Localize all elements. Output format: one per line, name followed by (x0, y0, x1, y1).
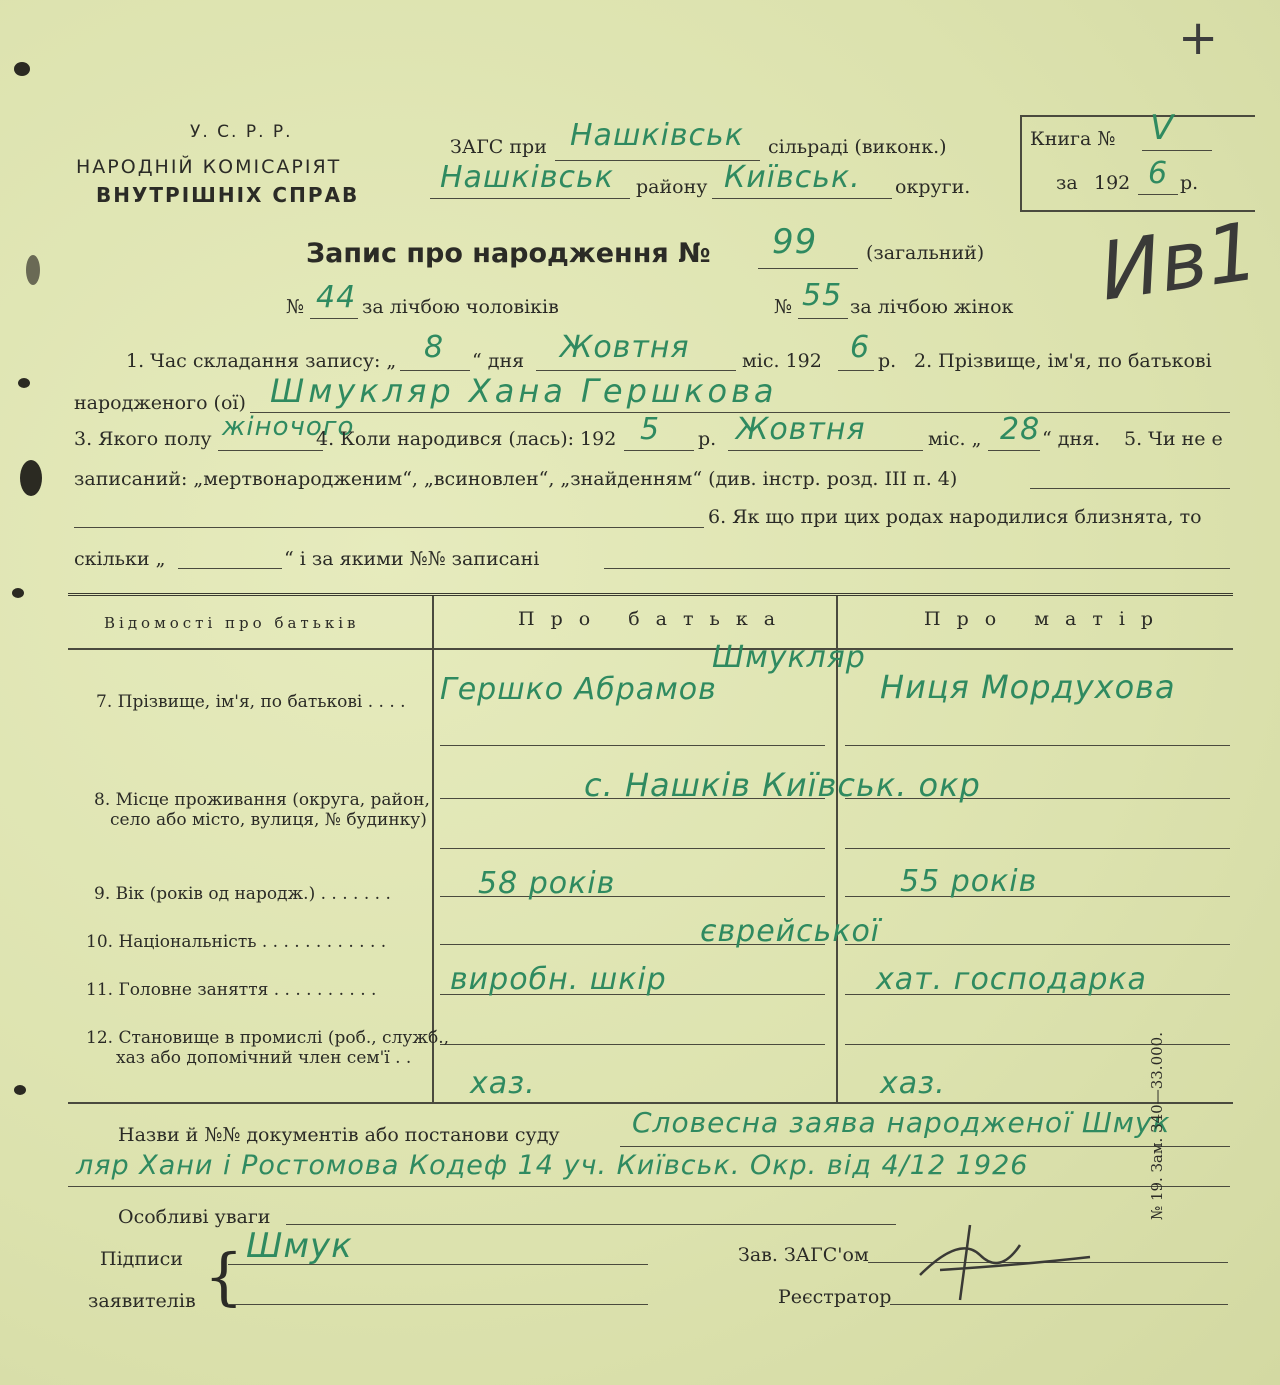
applicant-signature-hand: Шмук (246, 1226, 353, 1266)
row10-shared-hand: єврейської (700, 914, 881, 949)
women-no-sign: № (774, 296, 792, 318)
applicant-line1 (228, 1264, 648, 1265)
row-guide-line (440, 1044, 825, 1045)
book-year-printed: 192 (1094, 172, 1131, 194)
row8-label: 8. Місце проживання (округа, район, (94, 790, 430, 810)
row11-mother-hand: хат. господарка (876, 962, 1147, 997)
docs-line1 (620, 1146, 1230, 1147)
docs-hand-line1: Словесна заява народженої Шмук (632, 1106, 1171, 1139)
f4-year-hand: 5 (640, 412, 661, 447)
row-guide-line (845, 1044, 1230, 1045)
f2-name-hand: Шмукляр Хана Гершкова (270, 372, 778, 410)
side-print: № 19. Зам. 340—33.000. (1148, 1032, 1166, 1220)
f4-month-line (728, 450, 923, 451)
f6-line2a: скільки „ (74, 548, 166, 570)
row11-label: 11. Головне заняття . . . . . . . . . . (86, 980, 377, 1000)
table-col2-header: Про батька (518, 608, 792, 630)
registrar-label: Реєстратор (778, 1286, 892, 1308)
book-number-line (1142, 150, 1212, 151)
book-year-suffix: р. (1180, 172, 1199, 194)
f5-line2: записаний: „мертвонародженим“, „всиновлен“, „знайденням“ (див. інстр. розд. III п. 4) (74, 468, 958, 490)
binder-hole (14, 62, 30, 76)
f3-hand: жіночого (222, 412, 355, 442)
row12-father-hand: хаз. (470, 1066, 536, 1101)
zags-district-hand: Нашківськ (440, 160, 614, 195)
record-number-hand: 99 (772, 222, 818, 262)
book-year-line (1138, 194, 1178, 195)
zags-raion: району (636, 176, 708, 198)
docs-line2 (68, 1186, 1230, 1187)
ussr-label: У. С. Р. Р. (190, 122, 293, 142)
f6-count-line (178, 568, 282, 569)
binder-hole (14, 1085, 26, 1095)
corner-mark-top: + (1178, 10, 1219, 66)
row8-shared-hand: с. Нашків Київськ. окр (584, 766, 981, 804)
f1-day-line (400, 370, 470, 371)
f1-year-line (838, 370, 874, 371)
zags-okruha-hand: Київськ. (724, 160, 861, 195)
men-count-line (310, 318, 358, 319)
f4-month-hand: Жовтня (736, 412, 866, 447)
f6-label: 6. Як що при цих родах народилися близнята, то (708, 506, 1202, 528)
f1-month-label: міс. 192 (742, 350, 822, 372)
notes-label: Особливі уваги (118, 1206, 271, 1228)
f4-r: р. (698, 428, 717, 450)
zags-okruhy: округи. (895, 176, 971, 198)
notes-line (286, 1224, 896, 1225)
signatures-brace: { (204, 1240, 244, 1313)
row8-label2: село або місто, вулиця, № будинку) (110, 810, 427, 830)
record-title-suffix: (загальний) (866, 242, 985, 264)
women-count-label: за лічбою жінок (850, 296, 1014, 318)
zags-selrada: сільраді (виконк.) (768, 136, 947, 158)
docs-hand-line2: ляр Хани і Ростомова Кодеф 14 уч. Київськ. Окр. від 4/12 1926 (76, 1150, 1029, 1181)
table-header-border (68, 648, 1233, 650)
f4-day-hand: 28 (1000, 412, 1041, 447)
corner-mark-big: Ив1 (1094, 204, 1264, 319)
f1-label: 1. Час складання запису: „ (126, 350, 397, 372)
binder-hole (26, 255, 40, 285)
row-guide-line (440, 848, 825, 849)
f4-day-label: “ дня. (1042, 428, 1101, 450)
f1-month-line (536, 370, 736, 371)
row-guide-line (845, 745, 1230, 746)
table-top-border (68, 593, 1233, 596)
f3-label: 3. Якого полу (74, 428, 212, 450)
f5-line (1030, 488, 1230, 489)
docs-label: Назви й №№ документів або постанови суду (118, 1124, 560, 1146)
table-col-divider-1 (432, 596, 434, 1102)
row9-label: 9. Вік (років од народж.) . . . . . . . (94, 884, 391, 904)
applicant-line2 (228, 1304, 648, 1305)
row12-mother-hand: хаз. (880, 1066, 946, 1101)
row7-father-hand: Гершко Абрамов (440, 672, 717, 707)
f4-mis: міс. „ (928, 428, 982, 450)
row-guide-line (845, 944, 1230, 945)
f6-numbers-line (604, 568, 1230, 569)
f4-day-line (988, 450, 1040, 451)
row7-label: 7. Прізвище, ім'я, по батькові . . . . (96, 692, 406, 712)
f2-line2-label: народженого (ої) (74, 392, 246, 414)
book-box-top (1020, 115, 1255, 117)
commissariat-line2: ВНУТРІШНІХ СПРАВ (96, 183, 360, 207)
f1-day-label: “ дня (472, 350, 525, 372)
binder-hole (12, 588, 24, 598)
book-box-left (1020, 115, 1022, 212)
f1-day-hand: 8 (424, 330, 445, 365)
book-number-hand: V (1150, 108, 1175, 148)
row-guide-line (440, 745, 825, 746)
row12-label: 12. Становище в промислі (роб., служб., (86, 1028, 450, 1048)
f1-month-hand: Жовтня (560, 330, 690, 365)
commissariat-line1: НАРОДНІЙ КОМІСАРІЯТ (76, 156, 342, 178)
table-bottom-border (68, 1102, 1233, 1104)
zags-prefix: ЗАГС при (450, 136, 547, 158)
row10-label: 10. Національність . . . . . . . . . . . . (86, 932, 387, 952)
record-title: Запис про народження № (306, 238, 711, 269)
f1-year-label: р. (878, 350, 897, 372)
record-number-line (758, 268, 858, 269)
row7-mother-hand: Ниця Мордухова (880, 668, 1176, 706)
zags-village-hand: Нашківськ (570, 118, 744, 153)
f2-label: 2. Прізвище, ім'я, по батькові (914, 350, 1212, 372)
f1-year-hand: 6 (850, 330, 871, 365)
men-count-label: за лічбою чоловіків (362, 296, 559, 318)
table-col3-header: Про матір (924, 608, 1170, 630)
zags-district-line (430, 198, 630, 199)
f6-blank-line (74, 527, 704, 528)
f4-label: 4. Коли народився (лась): 192 (316, 428, 617, 450)
row7-father-extra-hand: Шмукляр (712, 640, 866, 675)
f4-year-line (624, 450, 694, 451)
binder-hole (18, 378, 30, 388)
f3-line (218, 450, 323, 451)
row12-label2: хаз або допомічний член сем'ї . . (116, 1048, 412, 1068)
men-count-hand: 44 (316, 280, 357, 315)
binder-hole (20, 460, 42, 496)
row-guide-line (845, 848, 1230, 849)
book-year-prefix: за (1056, 172, 1078, 194)
row11-father-hand: виробн. шкір (450, 962, 667, 997)
men-no-sign: № (286, 296, 304, 318)
zags-okruha-line (712, 198, 892, 199)
f6-line2b: “ і за якими №№ записані (284, 548, 540, 570)
book-label: Книга № (1030, 128, 1116, 150)
women-count-line (798, 318, 848, 319)
row9-mother-hand: 55 років (900, 864, 1038, 899)
head-signature (900, 1215, 1100, 1305)
signatures-label2: заявителів (88, 1290, 196, 1312)
row9-father-hand: 58 років (478, 866, 616, 901)
book-year-hand: 6 (1148, 156, 1169, 191)
women-count-hand: 55 (802, 278, 843, 313)
head-label: Зав. ЗАГС'ом (738, 1244, 869, 1266)
signatures-label: Підписи (100, 1248, 183, 1270)
f5-label: 5. Чи не е (1124, 428, 1223, 450)
table-col1-header: Відомості про батьків (104, 614, 360, 632)
